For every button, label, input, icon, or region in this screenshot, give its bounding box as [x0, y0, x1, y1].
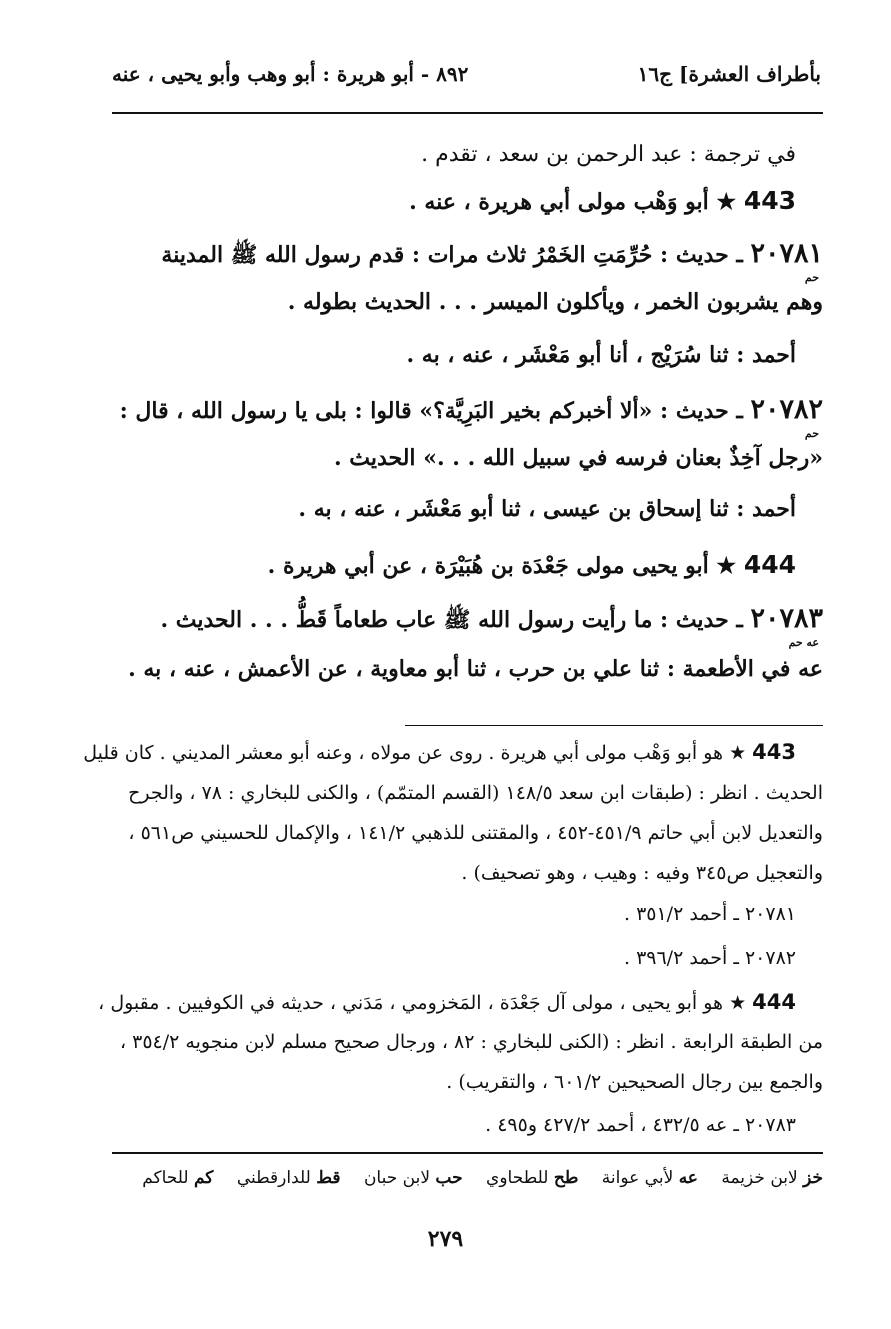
footnote-text: ★ هو أبو يحيى ، مولى آل جَعْدَة ، المَخزومي ، مَدَني ، حديثه في الكوفيين . مقبول ، — [98, 992, 747, 1014]
footnote-20781: ٢٠٧٨١ ـ أحمد ٣٥١/٢ . — [623, 903, 796, 925]
abbreviation: كم للحاكم — [142, 1168, 214, 1188]
hadith-number: ٢٠٧٨١ — [750, 238, 823, 269]
hadith-text-cont: «رجل آخِذٌ بعنان فرسه في سبيل الله . . .» الحديث . — [333, 445, 823, 471]
hadith-source: عه في الأطعمة : ثنا علي بن حرب ، ثنا أبو معاوية ، عن الأعمش ، عنه ، به . — [128, 656, 823, 682]
abbreviation: حب لابن حبان — [363, 1168, 463, 1188]
abbreviations-rule — [112, 1152, 823, 1154]
page-number: ٢٧٩ — [427, 1226, 464, 1252]
source-symbol: حم — [804, 427, 819, 440]
footnote-number: 444 — [752, 990, 796, 1014]
entry-text: ★ أبو وَهْب مولى أبي هريرة ، عنه . — [409, 189, 737, 215]
hadith-source: أحمد : ثنا إسحاق بن عيسى ، ثنا أبو مَعْشَر ، عنه ، به . — [298, 496, 796, 522]
footnote-rule — [405, 725, 823, 726]
source-symbol: عه حم — [788, 636, 819, 649]
abbreviation: طح للطحاوي — [486, 1168, 579, 1188]
hadith-20783 — [112, 603, 823, 638]
footnote-text-cont: والتعجيل ص٣٤٥ وفيه : وهيب ، وهو تصحيف) . — [461, 862, 823, 884]
header-rule — [112, 112, 823, 114]
entry-443 — [112, 186, 796, 215]
footnote-text-cont: الحديث . انظر : (طبقات ابن سعد ١٤٨/٥ (القسم المتمّم) ، والكنى للبخاري : ٧٨ ، والجرح — [128, 782, 823, 804]
hadith-text: ـ حديث : «ألا أخبركم بخير البَرِيَّة؟» قالوا : بلى يا رسول الله ، قال : — [119, 398, 743, 424]
footnote-text-cont: والجمع بين رجال الصحيحين ٦٠١/٢ ، والتقريب) . — [446, 1071, 823, 1093]
running-header-right: بأطراف العشرة] ج١٦ — [637, 62, 821, 86]
footnote-444 — [98, 990, 796, 1014]
footnote-20782: ٢٠٧٨٢ ـ أحمد ٣٩٦/٢ . — [623, 947, 796, 969]
entry-text: ★ أبو يحيى مولى جَعْدَة بن هُبَيْرَة ، عن أبي هريرة . — [267, 553, 737, 579]
footnote-443 — [83, 740, 796, 764]
body-line: في ترجمة : عبد الرحمن بن سعد ، تقدم . — [421, 142, 796, 167]
source-symbol: حم — [804, 271, 819, 284]
hadith-20782 — [112, 394, 823, 425]
abbreviations-legend — [112, 1168, 823, 1188]
running-header-left: ٨٩٢ - أبو هريرة : أبو وهب وأبو يحيى ، عنه — [112, 62, 469, 86]
footnote-text: ★ هو أبو وَهْب مولى أبي هريرة . روى عن مولاه ، وعنه أبو معشر المديني . كان قليل — [83, 742, 747, 764]
entry-number: 443 — [743, 186, 796, 215]
footnote-20783: ٢٠٧٨٣ ـ عه ٤٣٢/٥ ، أحمد ٤٢٧/٢ و٤٩٥ . — [485, 1114, 796, 1136]
entry-number: 444 — [743, 550, 796, 579]
hadith-text-cont: وهم يشربون الخمر ، ويأكلون الميسر . . . الحديث بطوله . — [287, 289, 823, 315]
hadith-source: أحمد : ثنا سُرَيْج ، أنا أبو مَعْشَر ، عنه ، به . — [406, 342, 796, 368]
entry-444 — [112, 550, 796, 579]
hadith-text: ـ حديث : ما رأيت رسول الله ﷺ عاب طعاماً قَطُّ . . . الحديث . — [160, 607, 743, 633]
footnote-text-cont: والتعديل لابن أبي حاتم ٤٥١/٩-٤٥٢ ، والمقتنى للذهبي ١٤١/٢ ، والإكمال للحسيني ص٥٦١ ، — [128, 822, 823, 844]
footnote-text-cont: من الطبقة الرابعة . انظر : (الكنى للبخاري : ٨٢ ، ورجال صحيح مسلم لابن منجويه ٣٥٤/٢ ، — [119, 1031, 823, 1053]
hadith-number: ٢٠٧٨٢ — [750, 394, 823, 425]
hadith-20781 — [112, 238, 823, 273]
footnote-number: 443 — [752, 740, 796, 764]
abbreviation: خز لابن خزيمة — [721, 1168, 823, 1188]
hadith-number: ٢٠٧٨٣ — [750, 603, 823, 634]
abbreviation: عه لأبي عوانة — [601, 1168, 698, 1188]
hadith-text: ـ حديث : حُرِّمَتِ الخَمْرُ ثلاث مرات : قدم رسول الله ﷺ المدينة — [161, 242, 743, 268]
abbreviation: قط للدارقطني — [236, 1168, 341, 1188]
